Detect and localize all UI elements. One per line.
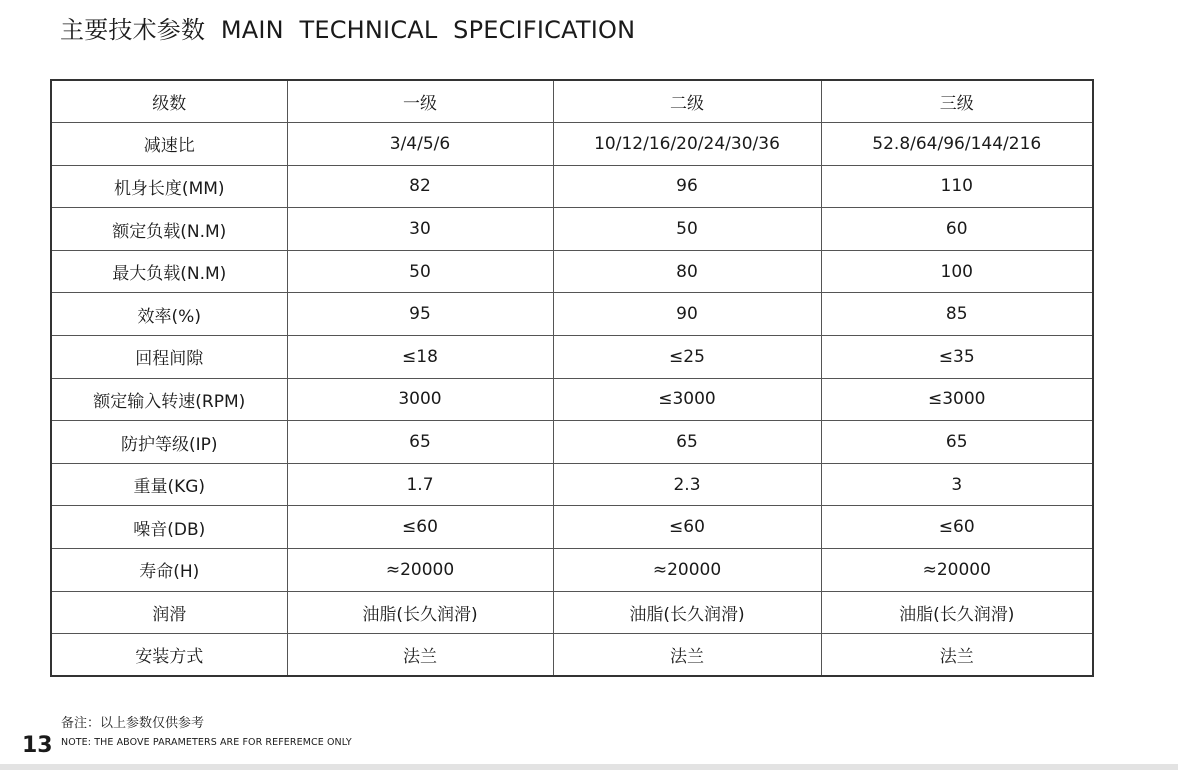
- value-cell: ≤18: [287, 336, 553, 379]
- header-cell-stage-2: 二级: [553, 80, 821, 123]
- value-cell: 65: [287, 421, 553, 464]
- value-cell: 油脂(长久润滑): [553, 591, 821, 634]
- value-cell: ≤3000: [821, 378, 1093, 421]
- row-label-cell: 额定输入转速(RPM): [51, 378, 287, 421]
- value-cell: 60: [821, 208, 1093, 251]
- table-row: [51, 378, 1093, 421]
- table-row: [51, 123, 1093, 166]
- header-cell-stage-1: 一级: [287, 80, 553, 123]
- value-cell: ≤25: [553, 336, 821, 379]
- specification-table: [50, 79, 1094, 677]
- table-row: [51, 165, 1093, 208]
- value-cell: 法兰: [287, 634, 553, 677]
- value-cell: 法兰: [553, 634, 821, 677]
- row-label-cell: 寿命(H): [51, 549, 287, 592]
- note-english: NOTE: THE ABOVE PARAMETERS ARE FOR REFEREMCE ONLY: [61, 737, 352, 748]
- table-row: [51, 549, 1093, 592]
- table-row: [51, 506, 1093, 549]
- value-cell: 65: [553, 421, 821, 464]
- page-title: 主要技术参数 MAIN TECHNICAL SPECIFICATION: [60, 16, 636, 44]
- row-label-cell: 最大负载(N.M): [51, 250, 287, 293]
- table-row: [51, 591, 1093, 634]
- value-cell: ≤35: [821, 336, 1093, 379]
- row-label-cell: 重量(KG): [51, 463, 287, 506]
- value-cell: 法兰: [821, 634, 1093, 677]
- table-row: [51, 421, 1093, 464]
- value-cell: 52.8/64/96/144/216: [821, 123, 1093, 166]
- value-cell: 110: [821, 165, 1093, 208]
- value-cell: 100: [821, 250, 1093, 293]
- value-cell: 30: [287, 208, 553, 251]
- table-row: [51, 463, 1093, 506]
- value-cell: 82: [287, 165, 553, 208]
- page-number: 13: [22, 733, 53, 758]
- header-cell-stage: 级数: [51, 80, 287, 123]
- value-cell: ≈20000: [821, 549, 1093, 592]
- value-cell: 50: [553, 208, 821, 251]
- value-cell: 油脂(长久润滑): [821, 591, 1093, 634]
- row-label-cell: 减速比: [51, 123, 287, 166]
- value-cell: ≤60: [821, 506, 1093, 549]
- value-cell: 80: [553, 250, 821, 293]
- value-cell: 96: [553, 165, 821, 208]
- row-label-cell: 额定负载(N.M): [51, 208, 287, 251]
- value-cell: 油脂(长久润滑): [287, 591, 553, 634]
- value-cell: ≤60: [553, 506, 821, 549]
- row-label-cell: 效率(%): [51, 293, 287, 336]
- value-cell: 1.7: [287, 463, 553, 506]
- value-cell: ≈20000: [553, 549, 821, 592]
- row-label-cell: 噪音(DB): [51, 506, 287, 549]
- table-body: [51, 123, 1093, 677]
- value-cell: 90: [553, 293, 821, 336]
- header-cell-stage-3: 三级: [821, 80, 1093, 123]
- value-cell: 65: [821, 421, 1093, 464]
- row-label-cell: 润滑: [51, 591, 287, 634]
- table-row: [51, 293, 1093, 336]
- value-cell: ≈20000: [287, 549, 553, 592]
- value-cell: 10/12/16/20/24/30/36: [553, 123, 821, 166]
- footer-divider: [0, 764, 1178, 770]
- value-cell: 85: [821, 293, 1093, 336]
- value-cell: ≤3000: [553, 378, 821, 421]
- value-cell: 2.3: [553, 463, 821, 506]
- value-cell: 3: [821, 463, 1093, 506]
- table-row: [51, 250, 1093, 293]
- row-label-cell: 机身长度(MM): [51, 165, 287, 208]
- note-chinese: 备注：以上参数仅供参考: [61, 716, 205, 731]
- value-cell: ≤60: [287, 506, 553, 549]
- value-cell: 95: [287, 293, 553, 336]
- table-row: [51, 208, 1093, 251]
- table-row: [51, 336, 1093, 379]
- table-row: [51, 634, 1093, 677]
- row-label-cell: 防护等级(IP): [51, 421, 287, 464]
- value-cell: 3/4/5/6: [287, 123, 553, 166]
- row-label-cell: 安装方式: [51, 634, 287, 677]
- table-header-row: [51, 80, 1093, 123]
- value-cell: 50: [287, 250, 553, 293]
- row-label-cell: 回程间隙: [51, 336, 287, 379]
- value-cell: 3000: [287, 378, 553, 421]
